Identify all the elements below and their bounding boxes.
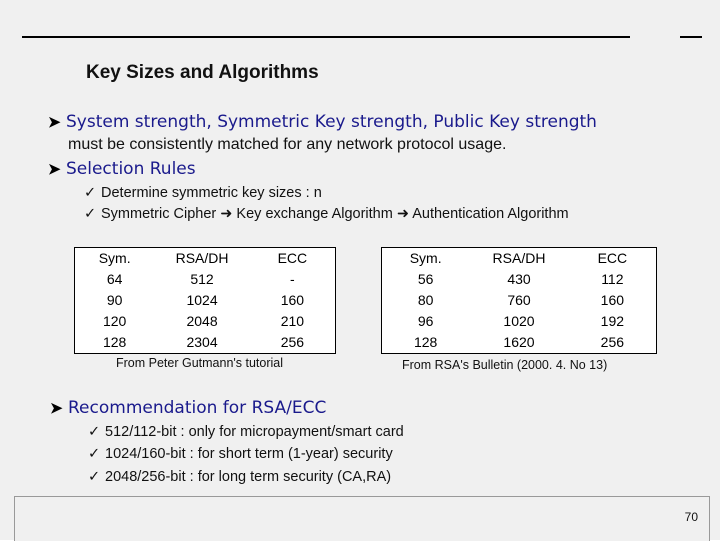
recommendation-item bbox=[88, 469, 391, 485]
arrow-right-icon: ➜ bbox=[220, 206, 233, 222]
table-row bbox=[75, 290, 336, 311]
key-size-table-gutmann bbox=[74, 247, 336, 354]
arrow-bullet-icon: ➤ bbox=[48, 114, 61, 131]
table-header: Sym. bbox=[98, 250, 131, 266]
rule-item bbox=[84, 185, 322, 201]
bullet-selection-rules bbox=[48, 159, 196, 179]
check-icon: ✓ bbox=[88, 469, 101, 485]
table-cell: 256 bbox=[600, 334, 625, 350]
key-size-table-rsa bbox=[381, 247, 657, 354]
bullet-recommendation bbox=[50, 398, 326, 418]
table-header: ECC bbox=[277, 250, 308, 266]
table-cell: 210 bbox=[280, 313, 305, 329]
rule-text: Authentication Algorithm bbox=[409, 206, 569, 222]
table-row bbox=[382, 269, 657, 290]
table-header: ECC bbox=[597, 250, 628, 266]
table-cell: 128 bbox=[102, 334, 127, 350]
rule-text: Determine symmetric key sizes : n bbox=[101, 185, 322, 201]
rule-text: Symmetric Cipher bbox=[101, 206, 221, 222]
table-header: RSA/DH bbox=[175, 250, 229, 266]
table-cell: 1024 bbox=[186, 292, 218, 308]
table-cell: 160 bbox=[280, 292, 305, 308]
table-cell: 64 bbox=[106, 271, 123, 287]
table-cell: 1620 bbox=[503, 334, 535, 350]
table-cell: 128 bbox=[413, 334, 438, 350]
table-cell: 760 bbox=[507, 292, 531, 308]
recommendation-item bbox=[88, 424, 404, 440]
table-cell: 120 bbox=[102, 313, 127, 329]
table-header: Sym. bbox=[409, 250, 442, 266]
check-icon: ✓ bbox=[84, 206, 97, 222]
rule-text: Key exchange Algorithm bbox=[232, 206, 397, 222]
page-number: 70 bbox=[684, 510, 698, 524]
table-cell: 96 bbox=[417, 313, 434, 329]
top-rule bbox=[22, 36, 630, 38]
table-cell: 1020 bbox=[503, 313, 535, 329]
table-cell: 80 bbox=[417, 292, 434, 308]
table-header: RSA/DH bbox=[492, 250, 546, 266]
arrow-right-icon: ➜ bbox=[396, 206, 409, 222]
footer-box bbox=[14, 496, 710, 541]
table-caption: From Peter Gutmann's tutorial bbox=[116, 356, 284, 370]
table-row bbox=[382, 311, 657, 332]
table-cell: 90 bbox=[106, 292, 123, 308]
recommendation-item bbox=[88, 446, 393, 462]
table-row bbox=[382, 332, 657, 354]
recommendation-text: 512/112-bit : only for micropayment/smart card bbox=[105, 424, 404, 440]
check-icon: ✓ bbox=[84, 185, 97, 201]
table-row bbox=[382, 290, 657, 311]
arrow-bullet-icon: ➤ bbox=[50, 400, 63, 417]
table-caption: From RSA's Bulletin (2000. 4. No 13) bbox=[402, 358, 608, 372]
table-row bbox=[75, 269, 336, 290]
table-header-row bbox=[382, 248, 657, 270]
bullet-text: System strength, Symmetric Key strength, Public Key strength bbox=[66, 112, 597, 132]
table-cell: 2048 bbox=[186, 313, 218, 329]
table-cell: 192 bbox=[600, 313, 625, 329]
table-cell: 430 bbox=[507, 271, 531, 287]
table-row bbox=[75, 332, 336, 354]
recommendation-text: 1024/160-bit : for short term (1-year) security bbox=[105, 446, 393, 462]
table-cell: 256 bbox=[280, 334, 305, 350]
bullet-text: Selection Rules bbox=[66, 159, 196, 179]
table-cell: 56 bbox=[417, 271, 434, 287]
table-cell: 2304 bbox=[186, 334, 218, 350]
bullet-continuation: must be consistently matched for any network protocol usage. bbox=[68, 136, 507, 153]
table-cell: 160 bbox=[600, 292, 625, 308]
bullet-text: Recommendation for RSA/ECC bbox=[68, 398, 327, 418]
table-header-row bbox=[75, 248, 336, 270]
table-row bbox=[75, 311, 336, 332]
arrow-bullet-icon: ➤ bbox=[48, 161, 61, 178]
table-cell: 512 bbox=[190, 271, 214, 287]
slide-title: Key Sizes and Algorithms bbox=[86, 62, 319, 83]
bullet-system-strength bbox=[48, 112, 597, 132]
top-rule-right bbox=[680, 36, 702, 38]
check-icon: ✓ bbox=[88, 424, 101, 440]
recommendation-text: 2048/256-bit : for long term security (CA,RA) bbox=[105, 469, 392, 485]
check-icon: ✓ bbox=[88, 446, 101, 462]
table-cell: 112 bbox=[601, 271, 624, 287]
table-cell: - bbox=[290, 271, 295, 287]
rule-item bbox=[84, 206, 569, 222]
